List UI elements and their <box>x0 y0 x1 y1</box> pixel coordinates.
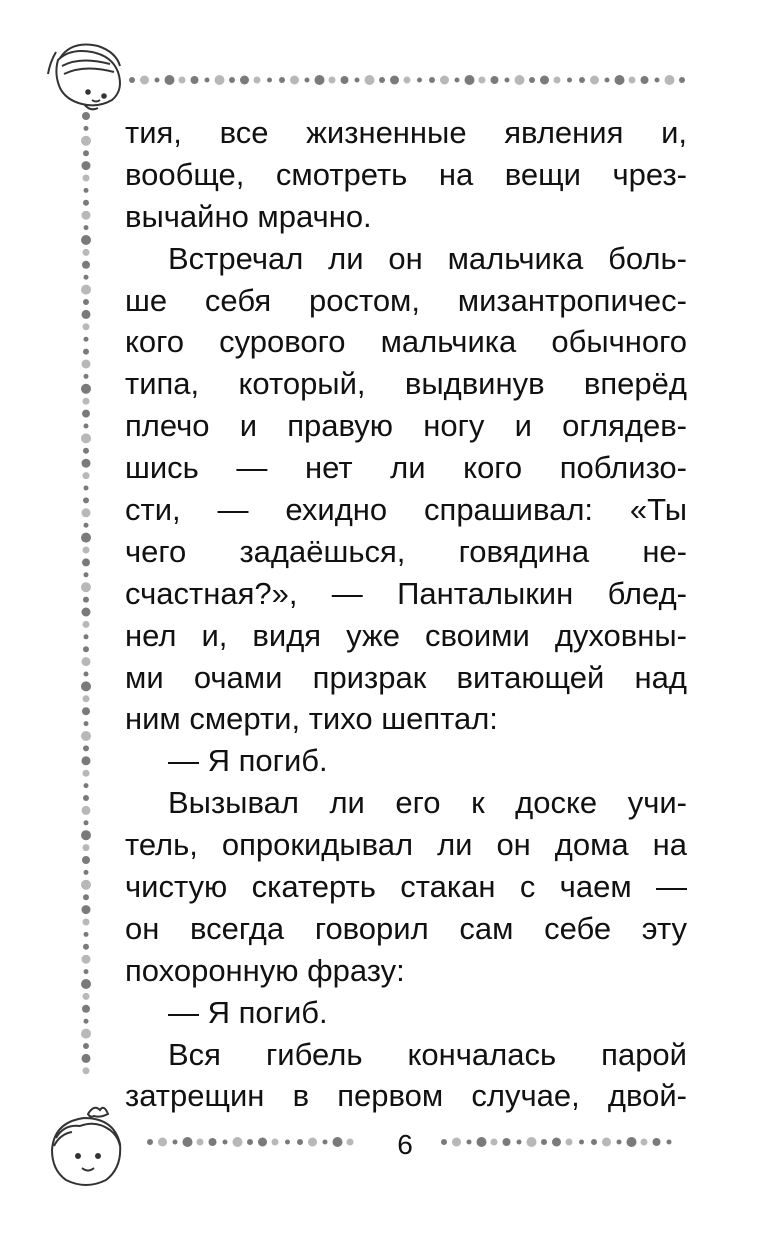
decor-dot <box>129 77 135 83</box>
decor-dot <box>440 76 449 85</box>
decor-dot <box>541 1139 547 1145</box>
decor-dot <box>84 969 89 974</box>
decor-dot <box>81 1029 91 1039</box>
text-line: ше себя ростом, мизантропичес- <box>125 282 687 318</box>
decor-dot <box>590 76 599 85</box>
decor-dot <box>653 1138 661 1146</box>
decor-dot <box>83 795 89 801</box>
decor-dot <box>82 608 91 617</box>
decor-dot <box>540 76 549 85</box>
decor-dot <box>83 993 90 1000</box>
text-line: Вызывал ли его к доске учи- <box>168 785 687 821</box>
decor-dot <box>83 944 89 950</box>
decor-dot <box>82 806 91 815</box>
decor-dot <box>441 1139 447 1145</box>
decor-dot <box>84 225 89 230</box>
text-line: чего задаёшься, говядина не- <box>125 533 687 569</box>
decor-dot <box>82 211 91 220</box>
decor-dot <box>84 523 89 528</box>
text-line: Вся гибель кончалась парой <box>168 1036 687 1072</box>
text-line: — Я погиб. <box>168 743 328 779</box>
decor-dot <box>81 681 91 691</box>
decor-dot <box>258 1138 267 1147</box>
decor-dot <box>641 76 649 84</box>
decor-dot <box>158 1138 167 1147</box>
decor-dot <box>629 77 636 84</box>
text-line: похоронную фразу: <box>125 952 405 988</box>
decor-dot <box>305 78 310 83</box>
text-line: ми очами призрак витающей над <box>125 659 687 695</box>
decor-dot <box>83 646 89 652</box>
decor-dot <box>83 349 89 355</box>
girl-face-top-icon <box>48 45 120 110</box>
decor-dot <box>505 78 510 83</box>
decor-dot <box>665 75 675 85</box>
decor-dot <box>82 856 90 864</box>
decor-dot <box>83 150 89 156</box>
decor-dot <box>82 508 91 517</box>
decor-dot <box>84 932 89 937</box>
decor-dot <box>566 1139 573 1146</box>
decor-dot <box>84 783 89 788</box>
decor-dot <box>417 78 422 83</box>
decor-dot <box>290 76 299 85</box>
decor-dot <box>477 1137 487 1147</box>
decor-dot <box>81 830 91 840</box>
decor-dot <box>81 433 91 443</box>
decor-dot <box>379 77 385 83</box>
decor-dot <box>82 459 91 468</box>
decor-dot <box>579 77 585 83</box>
decor-dot <box>81 285 91 295</box>
decor-dot <box>329 77 336 84</box>
decor-dot <box>173 1140 178 1145</box>
text-line: плечо и правую ногу и оглядев- <box>125 408 687 444</box>
decor-dot <box>297 1139 303 1145</box>
decor-dot <box>529 77 535 83</box>
decor-dot <box>165 75 175 85</box>
decor-dot <box>455 78 460 83</box>
decor-dot <box>83 1043 89 1049</box>
decor-dot <box>591 1139 597 1145</box>
decor-dot <box>81 582 91 592</box>
decor-dot <box>215 75 225 85</box>
decor-dot <box>84 1019 89 1024</box>
decor-dot <box>272 1139 279 1146</box>
decor-dot <box>229 77 235 83</box>
bottom-dot-border-left <box>147 1137 354 1147</box>
text-line: нел и, видя уже своими духовны- <box>125 617 687 653</box>
decor-dot <box>465 75 475 85</box>
decor-dot <box>83 597 89 603</box>
decor-dot <box>84 188 89 193</box>
decor-dot <box>83 497 89 503</box>
decor-dot <box>83 299 89 305</box>
decor-dot <box>527 1137 537 1147</box>
decor-dot <box>83 448 89 454</box>
decor-dot <box>390 76 399 85</box>
decor-dot <box>679 77 685 83</box>
decor-dot <box>83 695 90 702</box>
decor-dot <box>191 76 199 84</box>
decor-dot <box>554 77 561 84</box>
text-line: шись — нет ли кого поблизо- <box>125 450 687 486</box>
decor-dot <box>667 1140 672 1145</box>
decor-dot <box>429 77 435 83</box>
text-line: чистую скатерть стакан с чаем — <box>125 869 687 905</box>
decor-dot <box>84 126 89 131</box>
decor-dot <box>197 1139 204 1146</box>
decor-dot <box>82 657 91 666</box>
text-line: вычайно мрачно. <box>125 198 372 234</box>
decor-dot <box>81 235 91 245</box>
decor-dot <box>83 547 90 554</box>
decor-dot <box>467 1140 472 1145</box>
decor-dot <box>84 870 89 875</box>
decor-dot <box>82 1054 91 1063</box>
decor-dot <box>179 77 186 84</box>
decor-dot <box>84 374 89 379</box>
decor-dot <box>627 1137 637 1147</box>
page-number: 6 <box>397 1129 413 1160</box>
decor-dot <box>641 1139 648 1146</box>
decor-dot <box>365 75 375 85</box>
decor-dot <box>491 1139 498 1146</box>
decor-dot <box>223 1140 228 1145</box>
decor-dot <box>82 360 91 369</box>
decor-dot <box>84 634 89 639</box>
decor-dot <box>84 424 89 429</box>
decor-dot <box>83 770 90 777</box>
decor-dot <box>83 200 89 206</box>
decor-dot <box>83 894 89 900</box>
decor-dot <box>347 1139 354 1146</box>
decor-dot <box>82 1005 90 1013</box>
decor-dot <box>254 77 261 84</box>
decor-dot <box>323 1140 328 1145</box>
decor-dot <box>155 78 160 83</box>
decor-dot <box>83 323 90 330</box>
decor-dot <box>341 76 349 84</box>
decor-dot <box>81 136 91 146</box>
decor-dot <box>183 1137 193 1147</box>
text-line: сти, — ехидно спрашивал: «Ты <box>125 492 687 528</box>
decor-dot <box>602 1138 611 1147</box>
body-text <box>125 112 687 1117</box>
decor-dot <box>83 175 90 182</box>
decor-dot <box>452 1138 461 1147</box>
decor-dot <box>240 76 249 85</box>
text-line: типа, который, выдвинув вперёд <box>125 366 687 402</box>
decor-dot <box>82 955 91 964</box>
decor-dot <box>267 78 272 83</box>
decor-dot <box>315 75 325 85</box>
decor-dot <box>233 1137 243 1147</box>
decor-dot <box>285 1140 290 1145</box>
text-line: затрещин в первом случае, двой- <box>125 1078 687 1114</box>
decor-dot <box>82 905 91 914</box>
decor-dot <box>83 919 90 926</box>
decor-dot <box>81 731 91 741</box>
decor-dot <box>84 337 89 342</box>
decor-dot <box>552 1138 561 1147</box>
decor-dot <box>83 1067 90 1074</box>
decor-dot <box>82 707 90 715</box>
text-line: ним смерти, тихо шептал: <box>125 701 498 737</box>
decor-dot <box>81 384 91 394</box>
decor-dot <box>209 1138 217 1146</box>
decor-dot <box>279 77 285 83</box>
decor-dot <box>503 1138 511 1146</box>
decor-dot <box>82 261 90 269</box>
decor-dot <box>567 78 572 83</box>
decor-dot <box>247 1139 253 1145</box>
decor-dot <box>82 161 91 170</box>
top-dot-border <box>129 75 685 85</box>
decor-dot <box>84 275 89 280</box>
decor-dot <box>82 410 90 418</box>
text-line: тия, все жизненные явления и, <box>125 115 687 150</box>
decor-dot <box>615 75 625 85</box>
text-line: тель, опрокидывал ли он дома на <box>125 827 687 863</box>
text-line: счастная?», — Панталыкин блед- <box>125 575 687 611</box>
decor-dot <box>404 77 411 84</box>
decor-dot <box>81 533 91 543</box>
text-line: кого сурового мальчика обычного <box>125 324 687 360</box>
left-dot-border <box>81 112 91 1074</box>
decor-dot <box>83 472 90 479</box>
decor-dot <box>81 979 91 989</box>
decor-dot <box>140 76 149 85</box>
decor-dot <box>605 78 610 83</box>
decor-dot <box>82 756 91 765</box>
text-line: — Я погиб. <box>168 994 328 1030</box>
text-line: он всегда говорил сам себе эту <box>125 910 687 946</box>
decor-dot <box>83 398 90 405</box>
decor-dot <box>308 1138 317 1147</box>
decor-dot <box>579 1140 584 1145</box>
decor-dot <box>82 310 91 319</box>
decor-dot <box>84 672 89 677</box>
decor-dot <box>81 880 91 890</box>
decor-dot <box>479 77 486 84</box>
decor-dot <box>83 745 89 751</box>
bottom-dot-border-right <box>441 1137 672 1147</box>
girl-face-bottom-icon <box>52 1108 120 1185</box>
decor-dot <box>515 75 525 85</box>
decor-dot <box>617 1140 622 1145</box>
decor-dot <box>205 78 210 83</box>
decor-dot <box>517 1140 522 1145</box>
decor-dot <box>82 558 90 566</box>
decor-dot <box>82 112 90 120</box>
decor-dot <box>83 249 90 256</box>
decor-dot <box>147 1139 153 1145</box>
decor-dot <box>84 572 89 577</box>
decor-dot <box>84 486 89 491</box>
decor-dot <box>83 621 90 628</box>
decor-dot <box>83 844 90 851</box>
text-line: вообще, смотреть на вещи чрез- <box>125 156 687 192</box>
decor-dot <box>655 78 660 83</box>
decor-dot <box>355 78 360 83</box>
decor-dot <box>333 1137 343 1147</box>
decor-dot <box>84 721 89 726</box>
decor-dot <box>491 76 499 84</box>
text-line: Встречал ли он мальчика боль- <box>168 240 687 276</box>
decor-dot <box>84 820 89 825</box>
